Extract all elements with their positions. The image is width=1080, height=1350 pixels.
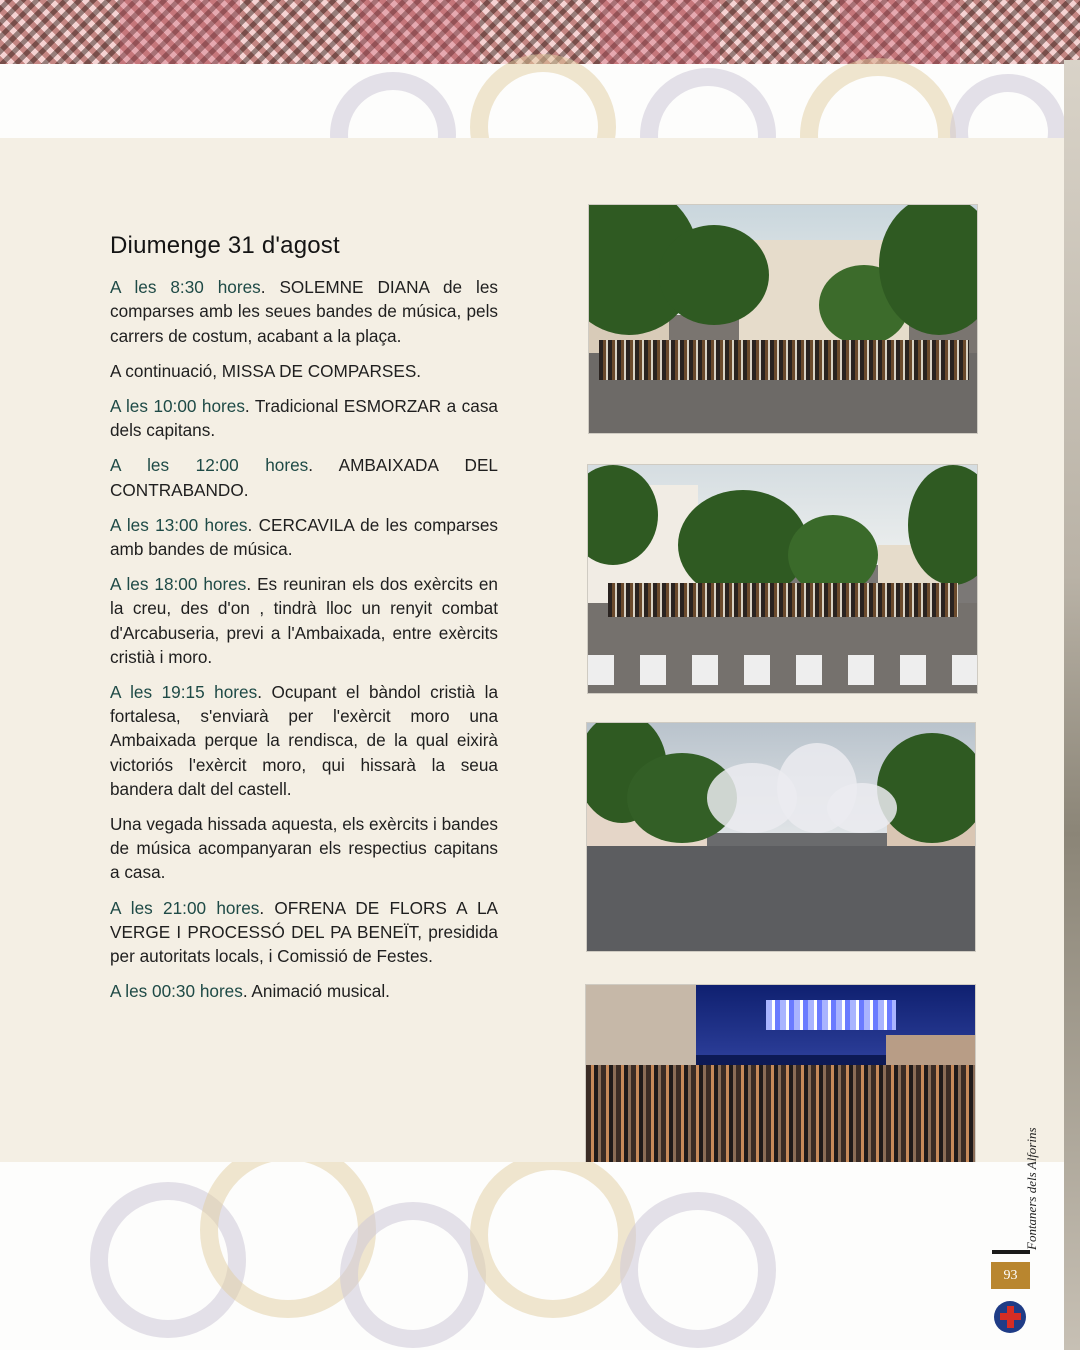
entry-text: . OFRENA DE FLORS A LA VERGE I PROCESSÓ DEL PA BENEÏT, presidida per autoritats locals, i Comissió de Festes.: [110, 897, 498, 967]
program-entry: [110, 572, 498, 669]
entry-time: A les 19:15 hores: [110, 682, 258, 703]
program-entry: [110, 453, 498, 501]
program-entry: [110, 896, 498, 969]
entry-text: . CERCAVILA de les comparses amb bandes de música.: [110, 514, 498, 560]
program-entry: [110, 979, 498, 1003]
entry-time: A les 12:00 hores: [110, 455, 309, 476]
day-heading: Diumenge 31 d'agost: [110, 232, 340, 259]
ornament-swirl: [470, 1162, 636, 1318]
entry-text: A continuació, MISSA DE COMPARSES.: [110, 360, 422, 381]
cross-logo-icon: [994, 1301, 1026, 1333]
entry-text: . Animació musical.: [242, 981, 390, 1002]
entry-time: A les 10:00 hores: [110, 396, 245, 417]
entry-time: A les 8:30 hores: [110, 277, 261, 298]
entry-text: . SOLEMNE DIANA de les comparses amb les seues bandes de música, pels carrers de costum, acabant a la plaça.: [110, 277, 498, 346]
entry-text: . Tradicional ESMORZAR a casa dels capitans.: [110, 396, 498, 441]
photo-cercavila: [588, 465, 977, 693]
entry-text: . AMBAIXADA DEL CONTRABANDO.: [110, 455, 498, 500]
entry-text: Una vegada hissada aquesta, els exèrcits i bandes de música acompanyaran els respectius capitans a casa.: [110, 814, 498, 883]
entry-text: . Es reuniran els dos exèrcits en la creu, des d'on , tindrà lloc un renyit combat d'Arcabuseria, previ a l'Ambaixada, entre exèrcits cristià i moro.: [110, 574, 498, 667]
ornament-swirl: [620, 1192, 776, 1348]
publication-title-vertical: [1022, 1127, 1042, 1250]
entry-text: . Ocupant el bàndol cristià la fortalesa, s'enviarà per l'exèrcit moro una Ambaixada perque la rendisca, de la qual eixirà victoriós l'exèrcit moro, qui hissarà la seua bandera dalt del castell.: [110, 682, 498, 799]
program-text-column: [110, 234, 498, 1014]
entry-time: A les 21:00 hores: [110, 897, 260, 918]
program-entry: [110, 394, 498, 442]
page-number: 93: [991, 1262, 1030, 1289]
entry-time: A les 00:30 hores: [110, 981, 243, 1002]
side-title-text: Fontaners dels Alforins: [1024, 1127, 1039, 1250]
program-entry: [110, 275, 498, 348]
program-entry: [110, 812, 498, 885]
program-entry: [110, 359, 498, 383]
page-number-rule: [992, 1250, 1030, 1254]
photo-arcabuseria: [587, 723, 975, 951]
ornament-swirl: [340, 1202, 486, 1348]
entry-time: A les 18:00 hores: [110, 574, 247, 595]
photo-diana-parade: [589, 205, 977, 433]
entry-time: A les 13:00 hores: [110, 514, 248, 535]
bottom-ornament-area: [0, 1162, 1064, 1350]
program-entry: [110, 680, 498, 801]
program-entry: [110, 513, 498, 561]
top-ornament-area: [0, 64, 1080, 138]
adjacent-page-edge: [1064, 60, 1080, 1350]
